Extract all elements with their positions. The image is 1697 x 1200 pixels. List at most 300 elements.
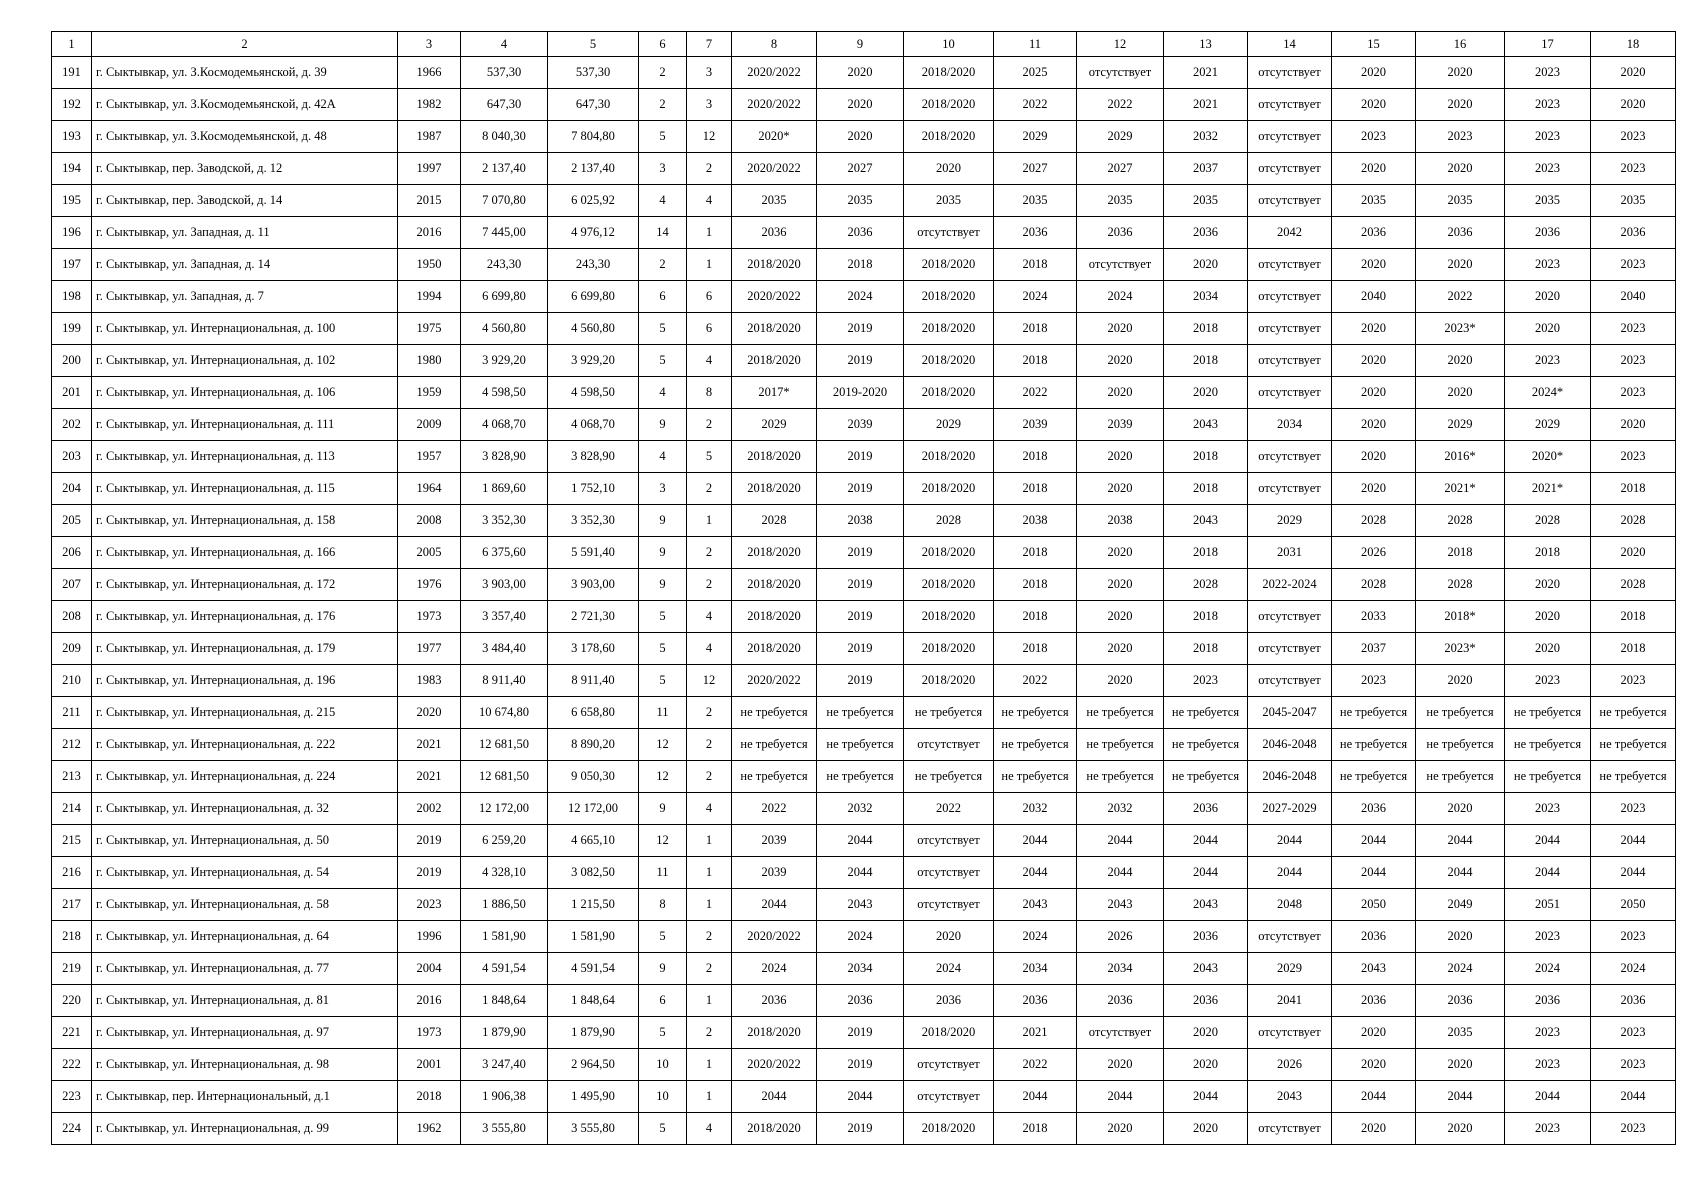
table-cell: 2044 bbox=[1248, 825, 1332, 857]
table-row bbox=[52, 121, 1676, 153]
table-cell: 2036 bbox=[1505, 985, 1591, 1017]
table-cell: 4 665,10 bbox=[548, 825, 639, 857]
table-cell: 2021 bbox=[1164, 89, 1248, 121]
table-cell: 2020 bbox=[1416, 377, 1505, 409]
table-cell: 2018/2020 bbox=[904, 57, 994, 89]
table-cell: 2022 bbox=[994, 1049, 1077, 1081]
table-cell: 1957 bbox=[398, 441, 461, 473]
table-row bbox=[52, 793, 1676, 825]
table-cell: 2019 bbox=[817, 1017, 904, 1049]
table-cell: 2020 bbox=[1416, 793, 1505, 825]
table-cell: 2020 bbox=[1416, 921, 1505, 953]
table-cell: 2020/2022 bbox=[732, 153, 817, 185]
table-cell: 1987 bbox=[398, 121, 461, 153]
table-cell: 2035 bbox=[904, 185, 994, 217]
table-cell: 8 890,20 bbox=[548, 729, 639, 761]
table-cell: 9 bbox=[639, 537, 687, 569]
table-cell: 2018 bbox=[994, 249, 1077, 281]
table-cell: 2 bbox=[687, 953, 732, 985]
row-number-cell: 201 bbox=[52, 377, 92, 409]
table-cell: 2028 bbox=[1332, 569, 1416, 601]
table-cell: 2044 bbox=[1416, 825, 1505, 857]
address-cell: г. Сыктывкар, ул. Интернациональная, д. 102 bbox=[92, 345, 398, 377]
table-row bbox=[52, 409, 1676, 441]
table-cell: 2044 bbox=[994, 825, 1077, 857]
table-cell: 1976 bbox=[398, 569, 461, 601]
table-cell: 2043 bbox=[1332, 953, 1416, 985]
table-cell: 9 bbox=[639, 953, 687, 985]
table-cell: 2020 bbox=[1505, 633, 1591, 665]
table-cell: 2039 bbox=[817, 409, 904, 441]
column-number-cell: 16 bbox=[1416, 32, 1505, 57]
table-cell: 2 bbox=[687, 761, 732, 793]
table-row bbox=[52, 825, 1676, 857]
table-cell: 2 bbox=[687, 921, 732, 953]
table-cell: 2028 bbox=[1332, 505, 1416, 537]
table-cell: 8 bbox=[687, 377, 732, 409]
table-cell: отсутствует bbox=[1248, 281, 1332, 313]
table-cell: 1 bbox=[687, 985, 732, 1017]
table-cell: 2018/2020 bbox=[904, 1017, 994, 1049]
table-cell: не требуется bbox=[1416, 729, 1505, 761]
table-cell: отсутствует bbox=[1248, 345, 1332, 377]
table-cell: 2024 bbox=[817, 281, 904, 313]
table-cell: 2044 bbox=[1164, 825, 1248, 857]
table-cell: 2020 bbox=[1591, 57, 1676, 89]
column-number-cell: 14 bbox=[1248, 32, 1332, 57]
table-cell: 7 804,80 bbox=[548, 121, 639, 153]
table-cell: 2029 bbox=[994, 121, 1077, 153]
table-cell: 2018/2020 bbox=[904, 601, 994, 633]
table-cell: не требуется bbox=[817, 729, 904, 761]
table-cell: 2038 bbox=[1077, 505, 1164, 537]
table-cell: 4 598,50 bbox=[461, 377, 548, 409]
table-cell: 2 bbox=[639, 57, 687, 89]
column-number-cell: 1 bbox=[52, 32, 92, 57]
table-cell: 2044 bbox=[994, 857, 1077, 889]
table-cell: 4 068,70 bbox=[461, 409, 548, 441]
table-cell: 2036 bbox=[1164, 217, 1248, 249]
table-cell: 2020 bbox=[904, 921, 994, 953]
table-cell: 2001 bbox=[398, 1049, 461, 1081]
table-cell: 2020/2022 bbox=[732, 281, 817, 313]
table-cell: отсутствует bbox=[904, 217, 994, 249]
table-cell: 2018/2020 bbox=[904, 441, 994, 473]
table-cell: 2 bbox=[687, 729, 732, 761]
table-cell: 2018/2020 bbox=[732, 473, 817, 505]
table-cell: 2034 bbox=[817, 953, 904, 985]
table-cell: 2044 bbox=[732, 889, 817, 921]
table-cell: не требуется bbox=[732, 729, 817, 761]
table-cell: 2043 bbox=[1077, 889, 1164, 921]
table-cell: 2020 bbox=[817, 89, 904, 121]
table-cell: 2023 bbox=[1591, 345, 1676, 377]
table-cell: 2024 bbox=[904, 953, 994, 985]
table-cell: 2044 bbox=[1332, 825, 1416, 857]
table-row bbox=[52, 601, 1676, 633]
table-cell: 2020/2022 bbox=[732, 921, 817, 953]
table-cell: 2019 bbox=[817, 1049, 904, 1081]
table-cell: не требуется bbox=[1077, 729, 1164, 761]
table-cell: 2020 bbox=[1416, 57, 1505, 89]
table-cell: 1 886,50 bbox=[461, 889, 548, 921]
table-cell: 2019 bbox=[817, 345, 904, 377]
table-cell: 2020 bbox=[398, 697, 461, 729]
table-cell: отсутствует bbox=[1248, 153, 1332, 185]
table-cell: 6 658,80 bbox=[548, 697, 639, 729]
table-cell: 2018/2020 bbox=[904, 281, 994, 313]
table-cell: 2015 bbox=[398, 185, 461, 217]
table-cell: 2023 bbox=[1505, 121, 1591, 153]
address-cell: г. Сыктывкар, ул. Интернациональная, д. 97 bbox=[92, 1017, 398, 1049]
table-cell: 9 050,30 bbox=[548, 761, 639, 793]
table-cell: 2018 bbox=[817, 249, 904, 281]
table-cell: 2046-2048 bbox=[1248, 761, 1332, 793]
table-cell: не требуется bbox=[1591, 729, 1676, 761]
row-number-cell: 196 bbox=[52, 217, 92, 249]
address-cell: г. Сыктывкар, ул. Интернациональная, д. 32 bbox=[92, 793, 398, 825]
table-cell: отсутствует bbox=[904, 729, 994, 761]
table-cell: 3 555,80 bbox=[548, 1113, 639, 1145]
table-cell: 5 bbox=[639, 1113, 687, 1145]
table-cell: 2023 bbox=[1505, 89, 1591, 121]
table-cell: 4 bbox=[687, 601, 732, 633]
table-cell: 2035 bbox=[1077, 185, 1164, 217]
table-cell: 2020* bbox=[732, 121, 817, 153]
table-cell: не требуется bbox=[1505, 697, 1591, 729]
table-cell: 2018 bbox=[994, 537, 1077, 569]
table-cell: 1 879,90 bbox=[548, 1017, 639, 1049]
table-cell: не требуется bbox=[1077, 761, 1164, 793]
table-cell: 7 070,80 bbox=[461, 185, 548, 217]
table-cell: 2023 bbox=[1505, 153, 1591, 185]
table-cell: 2019 bbox=[817, 601, 904, 633]
table-cell: 2022 bbox=[994, 665, 1077, 697]
table-cell: 2 bbox=[639, 89, 687, 121]
table-row bbox=[52, 729, 1676, 761]
address-cell: г. Сыктывкар, пер. Заводской, д. 14 bbox=[92, 185, 398, 217]
table-cell: 2020 bbox=[1077, 441, 1164, 473]
table-cell: 2044 bbox=[1164, 857, 1248, 889]
table-cell: 2018 bbox=[1164, 537, 1248, 569]
table-cell: 2020 bbox=[1416, 249, 1505, 281]
table-cell: 3 828,90 bbox=[548, 441, 639, 473]
table-cell: 2018/2020 bbox=[904, 89, 994, 121]
table-cell: 2023 bbox=[1591, 441, 1676, 473]
table-cell: 2024 bbox=[1505, 953, 1591, 985]
table-cell: 5 bbox=[639, 601, 687, 633]
table-cell: 2044 bbox=[1332, 857, 1416, 889]
table-cell: отсутствует bbox=[1248, 1017, 1332, 1049]
table-cell: 2040 bbox=[1591, 281, 1676, 313]
table-cell: отсутствует bbox=[1077, 57, 1164, 89]
table-cell: 2016 bbox=[398, 217, 461, 249]
table-cell: 2019-2020 bbox=[817, 377, 904, 409]
table-cell: 2 bbox=[687, 697, 732, 729]
table-cell: 6 259,20 bbox=[461, 825, 548, 857]
table-cell: 9 bbox=[639, 569, 687, 601]
table-cell: 3 929,20 bbox=[461, 345, 548, 377]
table-cell: 2035 bbox=[732, 185, 817, 217]
table-cell: 1 752,10 bbox=[548, 473, 639, 505]
table-cell: 2018 bbox=[994, 601, 1077, 633]
table-cell: не требуется bbox=[817, 761, 904, 793]
row-number-cell: 219 bbox=[52, 953, 92, 985]
table-cell: 5 bbox=[639, 345, 687, 377]
table-row bbox=[52, 921, 1676, 953]
table-cell: 2023 bbox=[1591, 1113, 1676, 1145]
table-cell: 2024 bbox=[1416, 953, 1505, 985]
table-cell: 3 903,00 bbox=[548, 569, 639, 601]
table-cell: 2036 bbox=[1077, 217, 1164, 249]
table-cell: 2020 bbox=[1077, 473, 1164, 505]
row-number-cell: 191 bbox=[52, 57, 92, 89]
row-number-cell: 194 bbox=[52, 153, 92, 185]
table-cell: отсутствует bbox=[1248, 1113, 1332, 1145]
table-cell: не требуется bbox=[1332, 761, 1416, 793]
table-cell: 2046-2048 bbox=[1248, 729, 1332, 761]
table-cell: 2019 bbox=[398, 857, 461, 889]
row-number-cell: 208 bbox=[52, 601, 92, 633]
table-cell: 5 bbox=[639, 665, 687, 697]
table-cell: 4 bbox=[639, 441, 687, 473]
table-cell: 2044 bbox=[817, 825, 904, 857]
table-cell: отсутствует bbox=[1248, 185, 1332, 217]
table-cell: 2029 bbox=[1505, 409, 1591, 441]
table-cell: 2036 bbox=[817, 217, 904, 249]
table-cell: 3 555,80 bbox=[461, 1113, 548, 1145]
table-cell: 1 495,90 bbox=[548, 1081, 639, 1113]
table-cell: 12 681,50 bbox=[461, 761, 548, 793]
table-cell: 2018/2020 bbox=[732, 345, 817, 377]
table-cell: 2034 bbox=[1164, 281, 1248, 313]
address-cell: г. Сыктывкар, пер. Интернациональный, д.1 bbox=[92, 1081, 398, 1113]
address-cell: г. Сыктывкар, ул. Интернациональная, д. 50 bbox=[92, 825, 398, 857]
table-row bbox=[52, 505, 1676, 537]
row-number-cell: 220 bbox=[52, 985, 92, 1017]
table-cell: 2018 bbox=[1164, 345, 1248, 377]
table-cell: 2045-2047 bbox=[1248, 697, 1332, 729]
column-number-cell: 3 bbox=[398, 32, 461, 57]
table-cell: 2020 bbox=[1416, 345, 1505, 377]
table-cell: 2020 bbox=[1077, 601, 1164, 633]
table-cell: 2021 bbox=[994, 1017, 1077, 1049]
table-cell: 2021* bbox=[1416, 473, 1505, 505]
table-cell: 1 bbox=[687, 1049, 732, 1081]
row-number-cell: 204 bbox=[52, 473, 92, 505]
table-row bbox=[52, 953, 1676, 985]
table-cell: 2036 bbox=[732, 985, 817, 1017]
address-cell: г. Сыктывкар, пер. Заводской, д. 12 bbox=[92, 153, 398, 185]
table-cell: 2036 bbox=[1332, 985, 1416, 1017]
address-cell: г. Сыктывкар, ул. Интернациональная, д. 111 bbox=[92, 409, 398, 441]
table-cell: 2018 bbox=[1164, 601, 1248, 633]
table-cell: 2019 bbox=[817, 569, 904, 601]
table-cell: 2022 bbox=[994, 377, 1077, 409]
table-cell: не требуется bbox=[1416, 697, 1505, 729]
table-cell: отсутствует bbox=[1077, 249, 1164, 281]
table-cell: 2044 bbox=[1591, 857, 1676, 889]
table-cell: 14 bbox=[639, 217, 687, 249]
table-cell: 10 bbox=[639, 1081, 687, 1113]
table-cell: 2032 bbox=[1164, 121, 1248, 153]
table-cell: 10 674,80 bbox=[461, 697, 548, 729]
table-cell: не требуется bbox=[1505, 729, 1591, 761]
address-cell: г. Сыктывкар, ул. Интернациональная, д. 98 bbox=[92, 1049, 398, 1081]
table-cell: 243,30 bbox=[548, 249, 639, 281]
table-cell: 2022 bbox=[732, 793, 817, 825]
table-cell: 2020 bbox=[1164, 1049, 1248, 1081]
row-number-cell: 217 bbox=[52, 889, 92, 921]
table-cell: 6 bbox=[639, 281, 687, 313]
table-cell: отсутствует bbox=[1248, 601, 1332, 633]
table-cell: 2050 bbox=[1591, 889, 1676, 921]
table-cell: не требуется bbox=[994, 761, 1077, 793]
table-cell: 2035 bbox=[1505, 185, 1591, 217]
table-cell: 2034 bbox=[1248, 409, 1332, 441]
table-cell: отсутствует bbox=[1248, 665, 1332, 697]
table-cell: 12 bbox=[639, 761, 687, 793]
table-cell: 2019 bbox=[817, 441, 904, 473]
table-cell: 2020 bbox=[1332, 313, 1416, 345]
table-cell: 2021 bbox=[398, 729, 461, 761]
row-number-cell: 203 bbox=[52, 441, 92, 473]
table-cell: 2024* bbox=[1505, 377, 1591, 409]
table-cell: 6 bbox=[687, 313, 732, 345]
address-cell: г. Сыктывкар, ул. Интернациональная, д. 158 bbox=[92, 505, 398, 537]
table-cell: 2032 bbox=[994, 793, 1077, 825]
table-cell: 2022-2024 bbox=[1248, 569, 1332, 601]
table-cell: 2039 bbox=[994, 409, 1077, 441]
table-cell: 2028 bbox=[1505, 505, 1591, 537]
table-cell: отсутствует bbox=[1248, 89, 1332, 121]
table-cell: 2043 bbox=[1164, 953, 1248, 985]
table-cell: 2028 bbox=[1416, 505, 1505, 537]
table-cell: 1 bbox=[687, 1081, 732, 1113]
table-cell: не требуется bbox=[732, 697, 817, 729]
address-cell: г. Сыктывкар, ул. Интернациональная, д. 179 bbox=[92, 633, 398, 665]
table-cell: 2036 bbox=[732, 217, 817, 249]
table-cell: отсутствует bbox=[1248, 57, 1332, 89]
table-cell: 537,30 bbox=[548, 57, 639, 89]
table-cell: 1 848,64 bbox=[461, 985, 548, 1017]
table-cell: 2018/2020 bbox=[904, 473, 994, 505]
table-cell: 2035 bbox=[1591, 185, 1676, 217]
table-cell: 2020 bbox=[817, 121, 904, 153]
table-cell: 5 bbox=[639, 121, 687, 153]
table-cell: 2044 bbox=[732, 1081, 817, 1113]
table-cell: 2020 bbox=[1505, 281, 1591, 313]
table-cell: 2035 bbox=[994, 185, 1077, 217]
column-number-cell: 8 bbox=[732, 32, 817, 57]
table-cell: 1 869,60 bbox=[461, 473, 548, 505]
table-cell: 2023 bbox=[1591, 121, 1676, 153]
column-number-cell: 15 bbox=[1332, 32, 1416, 57]
table-cell: 6 699,80 bbox=[548, 281, 639, 313]
table-cell: 2035 bbox=[1164, 185, 1248, 217]
table-cell: 1983 bbox=[398, 665, 461, 697]
table-cell: 2021* bbox=[1505, 473, 1591, 505]
table-cell: 2023 bbox=[1591, 921, 1676, 953]
table-cell: 2033 bbox=[1332, 601, 1416, 633]
address-cell: г. Сыктывкар, ул. Интернациональная, д. 215 bbox=[92, 697, 398, 729]
table-cell: 2043 bbox=[1164, 409, 1248, 441]
address-cell: г. Сыктывкар, ул. Интернациональная, д. 58 bbox=[92, 889, 398, 921]
table-cell: 4 591,54 bbox=[461, 953, 548, 985]
table-cell: 2029 bbox=[1248, 505, 1332, 537]
table-cell: 2044 bbox=[1505, 857, 1591, 889]
table-cell: 12 172,00 bbox=[461, 793, 548, 825]
row-number-cell: 224 bbox=[52, 1113, 92, 1145]
table-cell: 2018/2020 bbox=[732, 1113, 817, 1145]
table-cell: 2036 bbox=[1332, 793, 1416, 825]
table-cell: 2035 bbox=[817, 185, 904, 217]
address-cell: г. Сыктывкар, ул. Интернациональная, д. 196 bbox=[92, 665, 398, 697]
table-row bbox=[52, 761, 1676, 793]
table-cell: 2023 bbox=[1505, 1049, 1591, 1081]
table-cell: 2018 bbox=[994, 313, 1077, 345]
table-cell: 2044 bbox=[1077, 857, 1164, 889]
table-cell: 2029 bbox=[1248, 953, 1332, 985]
table-cell: 2044 bbox=[1248, 857, 1332, 889]
table-cell: 2018/2020 bbox=[732, 1017, 817, 1049]
table-cell: 2028 bbox=[1591, 569, 1676, 601]
table-cell: 2028 bbox=[1164, 569, 1248, 601]
table-cell: 2044 bbox=[817, 857, 904, 889]
table-cell: 2018 bbox=[1164, 313, 1248, 345]
table-cell: 2020 bbox=[1332, 249, 1416, 281]
table-cell: 2018/2020 bbox=[732, 601, 817, 633]
address-cell: г. Сыктывкар, ул. З.Космодемьянской, д. 48 bbox=[92, 121, 398, 153]
column-number-cell: 5 bbox=[548, 32, 639, 57]
table-cell: 4 598,50 bbox=[548, 377, 639, 409]
table-cell: 2 bbox=[687, 153, 732, 185]
table-cell: 2020/2022 bbox=[732, 665, 817, 697]
table-cell: 2018 bbox=[994, 569, 1077, 601]
address-cell: г. Сыктывкар, ул. Интернациональная, д. 106 bbox=[92, 377, 398, 409]
address-cell: г. Сыктывкар, ул. З.Космодемьянской, д. 39 bbox=[92, 57, 398, 89]
table-cell: 2028 bbox=[904, 505, 994, 537]
housing-table bbox=[51, 31, 1676, 1145]
table-cell: 2023* bbox=[1416, 633, 1505, 665]
table-cell: 2044 bbox=[994, 1081, 1077, 1113]
table-cell: 4 976,12 bbox=[548, 217, 639, 249]
table-cell: 8 911,40 bbox=[461, 665, 548, 697]
table-cell: 2020 bbox=[1416, 1113, 1505, 1145]
column-number-cell: 6 bbox=[639, 32, 687, 57]
row-number-cell: 213 bbox=[52, 761, 92, 793]
table-cell: 2 bbox=[687, 409, 732, 441]
table-cell: 2020 bbox=[1332, 1113, 1416, 1145]
table-cell: 2024 bbox=[817, 921, 904, 953]
table-cell: 2020 bbox=[1164, 1017, 1248, 1049]
table-row bbox=[52, 697, 1676, 729]
table-cell: 2024 bbox=[994, 921, 1077, 953]
table-cell: 2020 bbox=[1332, 1017, 1416, 1049]
address-cell: г. Сыктывкар, ул. Интернациональная, д. 99 bbox=[92, 1113, 398, 1145]
table-cell: отсутствует bbox=[904, 1049, 994, 1081]
table-cell: 1 bbox=[687, 217, 732, 249]
table-cell: 2023 bbox=[1591, 249, 1676, 281]
table-cell: 2023 bbox=[1505, 1113, 1591, 1145]
table-cell: 4 328,10 bbox=[461, 857, 548, 889]
table-cell: 1 581,90 bbox=[461, 921, 548, 953]
column-number-row bbox=[52, 32, 1676, 57]
table-cell: 2039 bbox=[732, 857, 817, 889]
column-number-cell: 13 bbox=[1164, 32, 1248, 57]
table-cell: 2020 bbox=[1332, 473, 1416, 505]
table-cell: не требуется bbox=[1164, 761, 1248, 793]
